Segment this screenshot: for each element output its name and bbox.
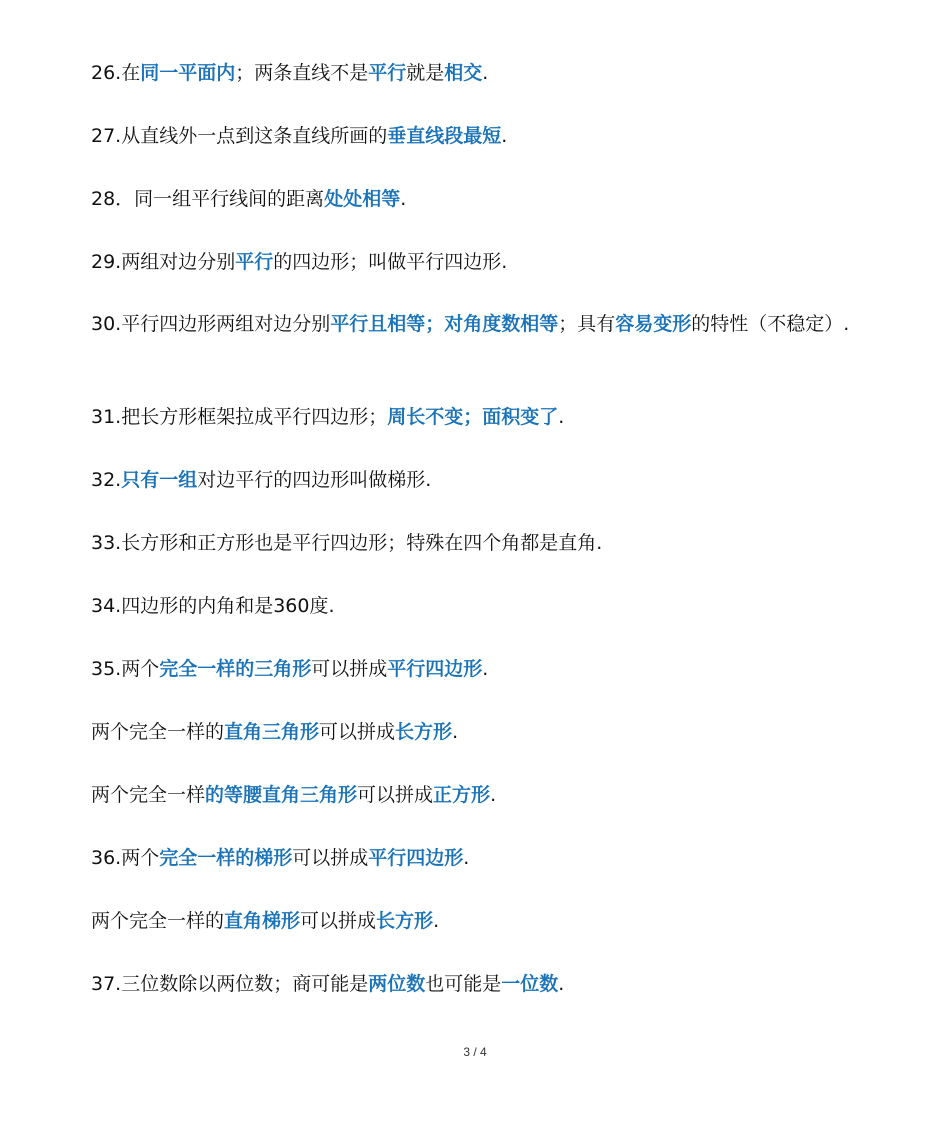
plain-text: 可以拼成: [292, 847, 369, 869]
highlighted-text: 周长不变；面积变了: [387, 406, 559, 428]
page-number: 3 / 4: [463, 1045, 487, 1059]
plain-text: 28．同一组平行线间的距离: [91, 188, 325, 210]
plain-text: .: [463, 847, 470, 869]
highlighted-text: 处处相等: [324, 188, 401, 210]
plain-text: .: [400, 188, 407, 210]
plain-text: .: [433, 910, 440, 932]
list-item: [48, 780, 908, 810]
plain-text: 可以拼成: [300, 910, 377, 932]
list-item: [48, 717, 908, 747]
plain-text: 的特性（不稳定）.: [691, 313, 850, 335]
plain-text: .: [490, 784, 497, 806]
plain-text: 两个完全一样: [91, 784, 206, 806]
plain-text: .: [558, 406, 565, 428]
plain-text: 32.: [91, 469, 122, 491]
highlighted-text: 的等腰直角三角形: [205, 784, 358, 806]
highlighted-text: 垂直线段最短: [387, 125, 502, 147]
highlighted-text: 长方形: [376, 910, 434, 932]
plain-text: 26.在: [91, 62, 141, 84]
plain-text: 两个完全一样的: [91, 910, 225, 932]
highlighted-text: 同一平面内: [140, 62, 236, 84]
highlighted-text: 直角三角形: [224, 721, 320, 743]
highlighted-text: 平行四边形: [368, 847, 464, 869]
plain-text: 34.四边形的内角和是360度.: [91, 595, 335, 617]
plain-text: 31.把长方形框架拉成平行四边形；: [91, 406, 388, 428]
plain-text: 可以拼成: [319, 721, 396, 743]
list-item: [48, 402, 908, 432]
plain-text: 就是: [406, 62, 445, 84]
plain-text: 可以拼成: [311, 658, 388, 680]
plain-text: .: [452, 721, 459, 743]
plain-text: .: [482, 62, 489, 84]
plain-text: 30.平行四边形两组对边分别: [91, 313, 331, 335]
highlighted-text: 两位数: [368, 973, 426, 995]
plain-text: 29.两组对边分别: [91, 251, 236, 273]
plain-text: 36.两个: [91, 847, 160, 869]
list-item: [48, 843, 908, 873]
highlighted-text: 容易变形: [615, 313, 692, 335]
highlighted-text: 平行四边形: [387, 658, 483, 680]
highlighted-text: 平行且相等；对角度数相等: [330, 313, 559, 335]
list-item: [48, 465, 908, 495]
plain-text: ；具有: [558, 313, 616, 335]
highlighted-text: 相交: [444, 62, 483, 84]
list-item: [48, 969, 908, 999]
list-item: [48, 184, 908, 214]
list-item: [48, 591, 908, 621]
plain-text: .: [482, 658, 489, 680]
plain-text: 对边平行的四边形叫做梯形.: [197, 469, 432, 491]
highlighted-text: 一位数: [501, 973, 559, 995]
list-item: [48, 121, 908, 151]
plain-text: .: [558, 973, 565, 995]
list-item: [48, 309, 908, 339]
plain-text: 37.三位数除以两位数；商可能是: [91, 973, 369, 995]
highlighted-text: 只有一组: [121, 469, 198, 491]
plain-text: 33.长方形和正方形也是平行四边形；特殊在四个角都是直角.: [91, 532, 603, 554]
highlighted-text: 正方形: [433, 784, 491, 806]
list-item: [48, 906, 908, 936]
list-item: [48, 528, 908, 558]
plain-text: ；两条直线不是: [235, 62, 369, 84]
plain-text: 两个完全一样的: [91, 721, 225, 743]
highlighted-text: 平行: [368, 62, 407, 84]
plain-text: 35.两个: [91, 658, 160, 680]
highlighted-text: 完全一样的三角形: [159, 658, 312, 680]
plain-text: .: [501, 125, 508, 147]
list-item: [48, 58, 908, 88]
plain-text: 27.从直线外一点到这条直线所画的: [91, 125, 388, 147]
highlighted-text: 完全一样的梯形: [159, 847, 293, 869]
plain-text: 可以拼成: [357, 784, 434, 806]
highlighted-text: 平行: [235, 251, 274, 273]
plain-text: 也可能是: [425, 973, 502, 995]
list-item: [48, 654, 908, 684]
highlighted-text: 直角梯形: [224, 910, 301, 932]
list-item: [48, 247, 908, 277]
plain-text: 的四边形；叫做平行四边形.: [273, 251, 508, 273]
highlighted-text: 长方形: [395, 721, 453, 743]
